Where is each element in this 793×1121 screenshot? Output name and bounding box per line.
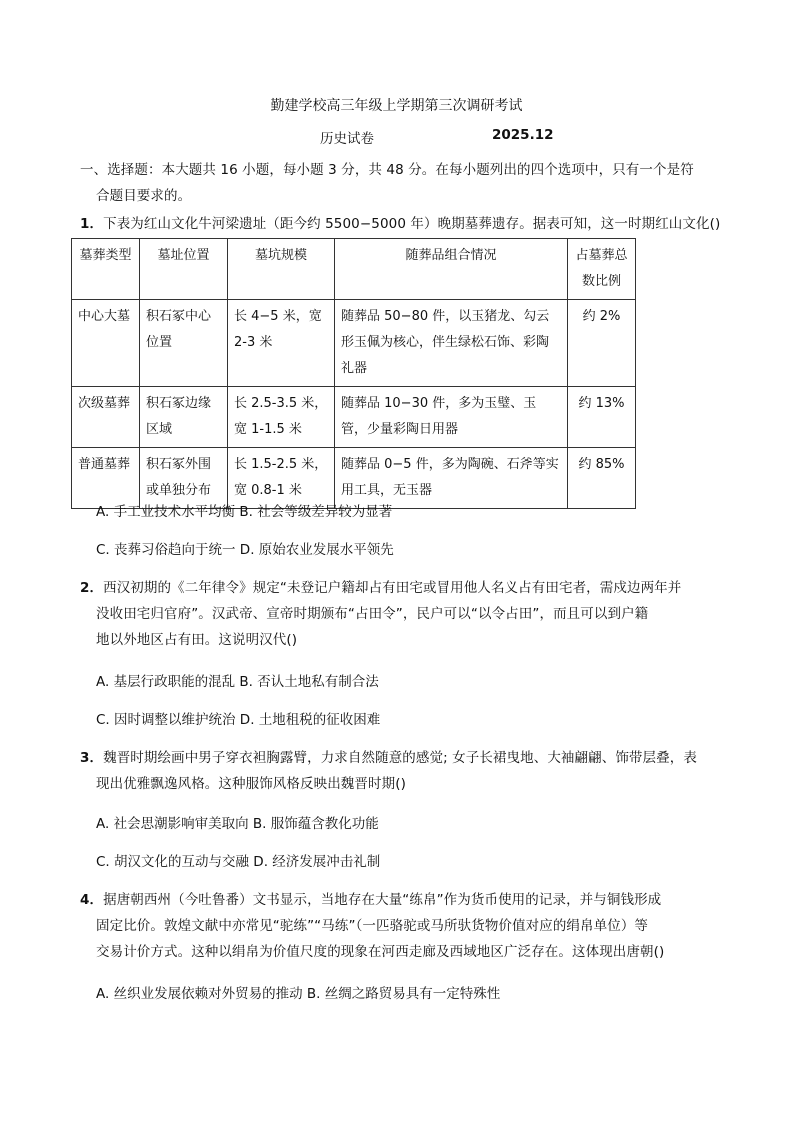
question-2-options-cd: C. 因时调整以维护统治 D. 土地租税的征收困难 — [96, 712, 381, 728]
table-row — [72, 387, 636, 448]
table-cell: 约 13% — [568, 387, 636, 448]
question-4-number: 4． — [80, 892, 104, 908]
question-3-line1 — [80, 746, 697, 766]
table-header-cell: 随葬品组合情况 — [335, 239, 568, 300]
question-4-line3: 交易计价方式。这种以绢帛为价值尺度的现象在河西走廊及西域地区广泛存在。这体现出唐朝() — [96, 944, 665, 960]
question-1-number: 1． — [80, 216, 104, 232]
question-2-line3: 地以外地区占有田。这说明汉代() — [96, 632, 298, 648]
question-1-text: 下表为红山文化牛河梁遗址（距今约 5500−5000 年）晚期墓葬遗存。据表可知，这一时期红山文化() — [103, 216, 721, 232]
exam-title: 勤建学校高三年级上学期第三次调研考试 — [270, 98, 523, 114]
table-cell: 长 1.5-2.5 米，宽 0.8-1 米 — [228, 448, 335, 509]
table-cell: 随葬品 0−5 件，多为陶碗、石斧等实用工具，无玉器 — [335, 448, 568, 509]
table-cell: 积石冢中心位置 — [140, 300, 228, 387]
question-2-line2: 没收田宅归官府”。汉武帝、宣帝时期颁布“占田令”，民户可以“以令占田”，而且可以到户籍 — [96, 606, 649, 622]
tomb-table — [71, 238, 636, 509]
table-cell: 普通墓葬 — [72, 448, 140, 509]
question-4-line1 — [80, 888, 661, 908]
table-cell: 随葬品 10−30 件，多为玉璧、玉管，少量彩陶日用器 — [335, 387, 568, 448]
table-cell: 长 2.5-3.5 米，宽 1-1.5 米 — [228, 387, 335, 448]
question-2-line1 — [80, 576, 681, 596]
table-cell: 约 2% — [568, 300, 636, 387]
table-cell: 次级墓葬 — [72, 387, 140, 448]
question-3-options-cd: C. 胡汉文化的互动与交融 D. 经济发展冲击礼制 — [96, 854, 381, 870]
subject-label: 历史试卷 — [320, 131, 374, 147]
table-cell: 长 4−5 米，宽 2-3 米 — [228, 300, 335, 387]
table-cell: 随葬品 50−80 件，以玉猪龙、勾云形玉佩为核心，伴生绿松石饰、彩陶礼器 — [335, 300, 568, 387]
question-4-options-ab: A. 丝织业发展依赖对外贸易的推动 B. 丝绸之路贸易具有一定特殊性 — [96, 986, 501, 1002]
question-2-options-ab: A. 基层行政职能的混乱 B. 否认土地私有制合法 — [96, 674, 379, 690]
table-header-cell: 墓坑规模 — [228, 239, 335, 300]
section-instruction-line1: 一、选择题：本大题共 16 小题，每小题 3 分，共 48 分。在每小题列出的四个选项中，只有一个是符 — [80, 162, 694, 178]
question-2-number: 2． — [80, 580, 104, 596]
table-cell: 积石冢边缘区域 — [140, 387, 228, 448]
table-header-row — [72, 239, 636, 300]
question-3-line2: 现出优雅飘逸风格。这种服饰风格反映出魏晋时期() — [96, 776, 406, 792]
table-cell: 中心大墓 — [72, 300, 140, 387]
table-cell: 约 85% — [568, 448, 636, 509]
question-3-options-ab: A. 社会思潮影响审美取向 B. 服饰蕴含教化功能 — [96, 816, 379, 832]
section-instruction-line2: 合题目要求的。 — [96, 188, 192, 204]
question-3-number: 3． — [80, 750, 104, 766]
question-2-text: 西汉初期的《二年律令》规定“未登记户籍却占有田宅或冒用他人名义占有田宅者，需戍边两年并 — [103, 580, 682, 596]
table-cell: 积石冢外围或单独分布 — [140, 448, 228, 509]
question-1-stem — [80, 212, 720, 232]
table-row — [72, 300, 636, 387]
question-1-options-ab: A. 手工业技术水平均衡 B. 社会等级差异较为显著 — [96, 504, 393, 520]
table-header-cell: 占墓葬总数比例 — [568, 239, 636, 300]
table-header-cell: 墓址位置 — [140, 239, 228, 300]
question-4-line2: 固定比价。敦煌文献中亦常见“驼练”“马练”（一匹骆驼或马所驮货物价值对应的绢帛单位）等 — [96, 918, 649, 934]
question-1-options-cd: C. 丧葬习俗趋向于统一 D. 原始农业发展水平领先 — [96, 542, 394, 558]
question-4-text: 据唐朝西州（今吐鲁番）文书显示，当地存在大量“练帛”作为货币使用的记录，并与铜钱形成 — [103, 892, 662, 908]
table-header-cell: 墓葬类型 — [72, 239, 140, 300]
question-3-text: 魏晋时期绘画中男子穿衣袒胸露臂，力求自然随意的感觉; 女子长裙曳地、大袖翩翩、饰带层叠，表 — [103, 750, 697, 766]
exam-date: 2025.12 — [492, 127, 554, 143]
